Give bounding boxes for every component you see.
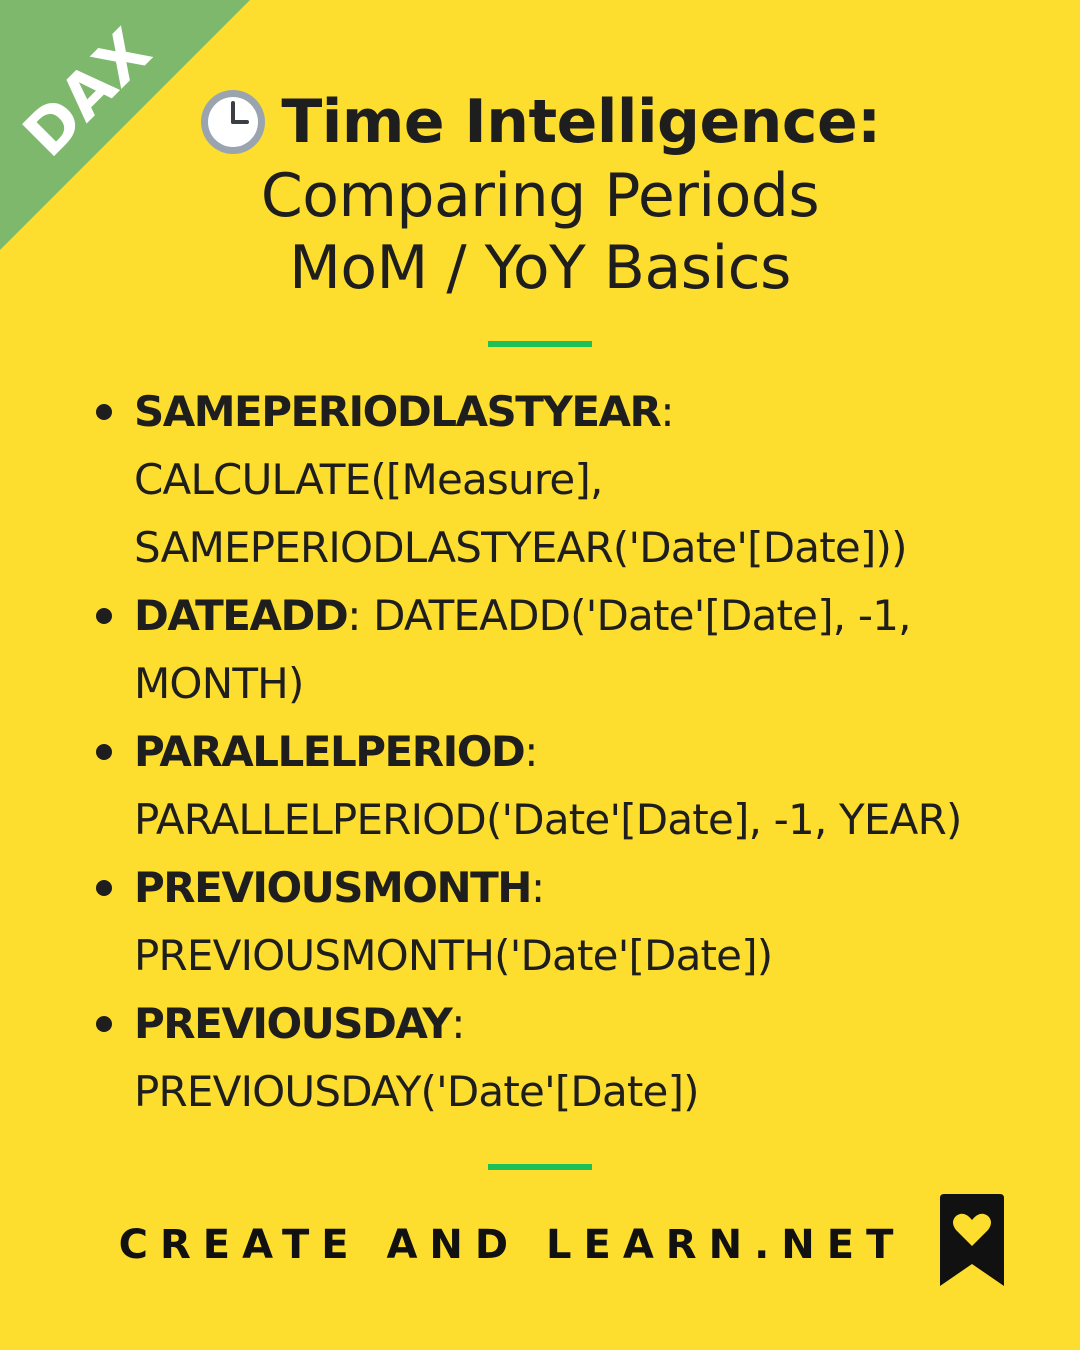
- code-line: PARALLELPERIOD('Date'[Date], -1, YEAR): [134, 795, 962, 844]
- subtitle-line-1: Comparing Periods: [260, 161, 820, 231]
- separator: :: [660, 387, 674, 436]
- list-item: [92, 378, 1042, 582]
- top-divider: [488, 341, 592, 347]
- page-title: Time Intelligence:: [281, 87, 881, 157]
- list-item: [92, 854, 1042, 990]
- function-name: SAMEPERIODLASTYEAR: [134, 387, 661, 436]
- code-line: SAMEPERIODLASTYEAR('Date'[Date])): [134, 523, 907, 572]
- separator: :: [530, 863, 545, 912]
- corner-badge-label: DAX: [9, 15, 165, 171]
- bullet-icon: [96, 1016, 112, 1032]
- function-name: PREVIOUSMONTH: [134, 863, 531, 912]
- list-item: [92, 582, 1042, 718]
- function-name: DATEADD: [134, 591, 348, 640]
- separator: :: [347, 591, 361, 640]
- separator: :: [524, 727, 538, 776]
- function-name: PARALLELPERIOD: [134, 727, 525, 776]
- title-row: [0, 84, 1080, 160]
- list-item: [92, 990, 1042, 1126]
- separator: :: [451, 999, 465, 1048]
- bullet-icon: [96, 608, 112, 624]
- subtitle-line-2: MoM / YoY Basics: [289, 233, 791, 303]
- code-line: MONTH): [134, 659, 304, 708]
- function-list: [92, 378, 1042, 1126]
- bullet-icon: [96, 880, 112, 896]
- bullet-icon: [96, 404, 112, 420]
- bookmark-heart-icon: [938, 1194, 1006, 1288]
- function-name: PREVIOUSDAY: [134, 999, 452, 1048]
- footer-brand-text: CREATE AND LEARN.NET: [118, 1222, 906, 1268]
- code-line: PREVIOUSMONTH('Date'[Date]): [134, 931, 773, 980]
- code-line: DATEADD('Date'[Date], -1,: [360, 591, 911, 640]
- code-line: CALCULATE([Measure],: [134, 455, 603, 504]
- bullet-icon: [96, 744, 112, 760]
- header: [0, 84, 1080, 304]
- code-line: PREVIOUSDAY('Date'[Date]): [134, 1067, 699, 1116]
- bottom-divider: [488, 1164, 592, 1170]
- list-item: [92, 718, 1042, 854]
- clock-icon: [199, 88, 267, 156]
